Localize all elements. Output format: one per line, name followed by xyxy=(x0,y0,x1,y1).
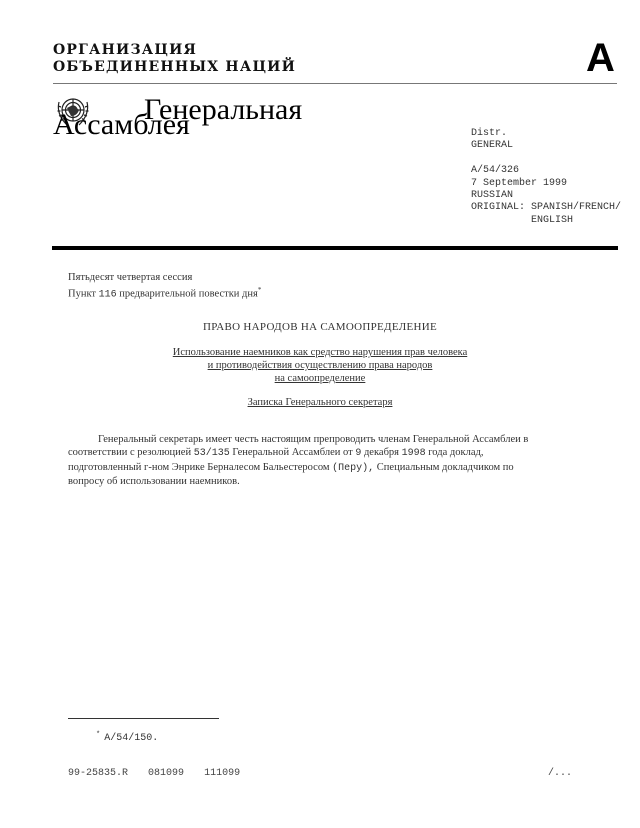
subtitle-line-2: и противодействия осуществлению права народов xyxy=(207,360,433,371)
footer-date-2: 111099 xyxy=(204,768,241,779)
distribution: GENERAL xyxy=(471,140,514,152)
subtitle-line-1: Использование наемников как средство нарушения прав человека xyxy=(172,347,468,358)
original-label: ORIGINAL: xyxy=(471,202,526,214)
agenda-item-line: Пункт 116 предварительной повестки дня* xyxy=(68,286,262,301)
paragraph-line-3: подготовленный г-ном Энрике Берналесом Бальестеросом (Перу), Специальным докладчиком по xyxy=(68,461,514,474)
resolution-number: 53/135 xyxy=(193,448,230,460)
session-info xyxy=(68,271,261,302)
org-line-2: ОБЪЕДИНЕННЫХ НАЦИЙ xyxy=(53,59,297,75)
series-letter: A xyxy=(586,36,615,80)
assembly-name-line-2: Ассамблея xyxy=(53,108,190,141)
distr-label: Distr. xyxy=(471,128,508,139)
assembly-name-line-1: Генеральная xyxy=(144,93,303,126)
body-paragraph xyxy=(68,433,574,488)
document-metadata xyxy=(471,128,621,227)
paragraph-line-2: соответствии с резолюцией 53/135 Генеральной Ассамблеи от 9 декабря 1998 года доклад, xyxy=(68,447,484,460)
footer-continued: /... xyxy=(547,768,572,779)
footer-date-1: 081099 xyxy=(148,768,185,779)
header-divider xyxy=(53,83,617,84)
subtitle-line-3: на самоопределение xyxy=(274,373,366,384)
note-title: Записка Генерального секретаря xyxy=(247,397,393,408)
original-languages: ORIGINAL: SPANISH/FRENCH/ xyxy=(471,202,622,214)
document-language: RUSSIAN xyxy=(471,190,514,202)
footnote-marker: * xyxy=(96,731,101,739)
footnote-divider xyxy=(68,718,219,719)
org-line-1: ОРГАНИЗАЦИЯ xyxy=(53,42,198,58)
footnote xyxy=(96,731,158,744)
agenda-item-number: 116 xyxy=(98,289,117,301)
footer-doc-code: 99-25835.R xyxy=(68,768,129,779)
page-footer xyxy=(68,768,572,779)
paragraph-line-4: вопросу об использовании наемников. xyxy=(68,475,240,487)
document-symbol: A/54/326 xyxy=(471,165,520,177)
header-thick-rule xyxy=(52,246,618,250)
document-title: ПРАВО НАРОДОВ НА САМООПРЕДЕЛЕНИЕ xyxy=(203,321,437,333)
document-date: 7 September 1999 xyxy=(471,177,568,189)
paragraph-line-1: Генеральный секретарь имеет честь настоящим препроводить членам Генеральной Ассамблеи в xyxy=(98,434,529,445)
session-line: Пятьдесят четвертая сессия xyxy=(68,272,193,283)
organization-name xyxy=(53,42,296,76)
footnote-text: A/54/150. xyxy=(104,733,159,744)
original-languages-cont: ENGLISH xyxy=(531,214,574,226)
footnote-mark: * xyxy=(257,286,262,294)
document-subtitle xyxy=(68,346,572,385)
